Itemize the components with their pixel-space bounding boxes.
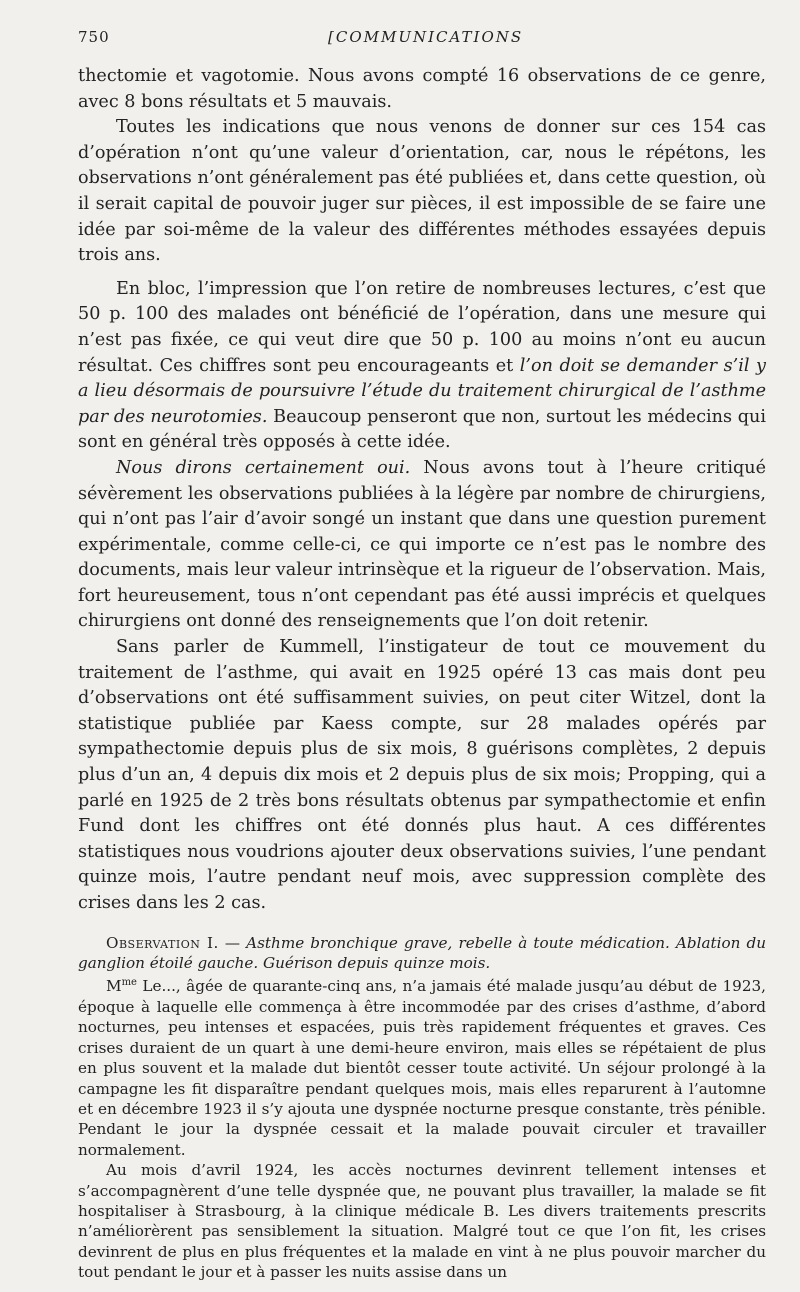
observation-heading	[78, 933, 766, 974]
observation-mme: $M^{me}$	[106, 977, 137, 996]
observation-title: Asthme bronchique grave, rebelle à toute médication. Ablation du ganglion étoilé gauche. Guérison depuis quinze mois.	[78, 933, 767, 972]
observation-section	[78, 933, 766, 1283]
observation-paragraph-1-text: Le..., âgée de quarante-cinq ans, n’a jamais été malade jusqu’au début de 1923, époque à laquelle elle commença à être incommodée par des crises d’asthme, d’abord nocturnes, peu intenses et espacées, puis très rapidement fréquentes et graves. Ces crises duraient de un quart à une demi-heure environ, mais elles se répétaient de plus en plus souvent et la malade dut bientôt cesser toute activité. Un séjour prolongé à la campagne les fit disparaître pendant quelques mois, mais elles reparurent à l’automne et en décembre 1923 il s’y ajouta une dyspnée nocturne presque constante, très pénible. Pendant le jour la dyspnée cessait et la malade pouvait circuler et travailler normalement.	[78, 977, 766, 1159]
page-body	[78, 64, 766, 1283]
paragraph-3-text-a: En bloc, l’impression que l’on retire de nombreuses lectures, c’est que 50 p. 100 des malades ont bénéficié de l’opération, dans une mesure qui n’est pas fixée, ce qui veut dire que 50 p. 100 au moins n’ont eu aucun résultat. Ces chiffres sont peu encourageants et	[78, 278, 766, 376]
page-header	[78, 28, 722, 52]
observation-label: Observation I.	[106, 933, 219, 952]
observation-dash: —	[218, 933, 247, 952]
paragraph-3	[78, 277, 766, 456]
paragraph-1: thectomie et vagotomie. Nous avons compté 16 observations de ce genre, avec 8 bons résultats et 5 mauvais.	[78, 66, 766, 112]
observation-mme-sup: me	[121, 977, 137, 989]
main-text	[78, 64, 766, 917]
observation-paragraph-2: Au mois d’avril 1924, les accès nocturnes devinrent tellement intenses et s’accompagnèrent d’une telle dyspnée que, ne pouvant plus travailler, la malade se fit hospitaliser à Strasbourg, à la clinique médicale B. Les divers traitements prescrits n’améliorèrent pas sensiblement la situation. Malgré tout ce que l’on fit, les crises devinrent de plus en plus fréquentes et la malade en vint à ne plus pouvoir marcher du tout pendant le jour et à passer les nuits assise dans un	[78, 1161, 766, 1282]
paragraph-4	[78, 456, 766, 635]
paragraph-3-italic: l’on doit se demander s’il y a lieu désormais de poursuivre l’étude du traitement chirurgical de l’asthme par des neurotomies.	[78, 355, 766, 427]
running-title: [COMMUNICATIONS	[328, 28, 524, 46]
paragraph-2: Toutes les indications que nous venons de donner sur ces 154 cas d’opération n’ont qu’une valeur d’orientation, car, nous le répétons, les observations n’ont généralement pas été publiées et, dans cette question, où il serait capital de pouvoir juger sur pièces, il est impossible de se faire une idée par soi-même de la valeur des différentes méthodes essayées depuis trois ans.	[78, 117, 766, 266]
paragraph-4-italic: Nous dirons certainement oui.	[116, 457, 411, 478]
observation-paragraph-1	[78, 973, 766, 1160]
paragraph-4-text: Nous avons tout à l’heure critiqué sévèrement les observations publiées à la légère par nombre de chirurgiens, qui n’ont pas l’air d’avoir songé un instant que dans une question purement expérimentale, comme celle-ci, ce qui importe ce n’est pas le nombre des documents, mais leur valeur intrinsèque et la rigueur de l’observation. Mais, fort heureusement, tous n’ont cependant pas été aussi imprécis et quelques chirurgiens ont donné des renseignements que l’on doit retenir.	[78, 457, 766, 632]
paragraph-3-text-b: Beaucoup penseront que non, surtout les médecins qui sont en général très opposés à cette idée.	[78, 406, 766, 453]
page-number: 750	[78, 28, 110, 46]
paragraph-5: Sans parler de Kummell, l’instigateur de tout ce mouvement du traitement de l’asthme, qui avait en 1925 opéré 13 cas mais dont peu d’observations ont été suffisamment suivies, on peut citer Witzel, dont la statistique publiée par Kaess compte, sur 28 malades opérés par sympathectomie depuis plus de six mois, 8 guérisons complètes, 2 depuis plus d’un an, 4 depuis dix mois et 2 depuis plus de six mois; Propping, qui a parlé en 1925 de 2 très bons résultats obtenus par sympathectomie et enfin Fund dont les chiffres ont été donnés plus haut. A ces différentes statistiques nous voudrions ajouter deux observations suivies, l’une pendant quinze mois, l’autre pendant neuf mois, avec suppression complète des crises dans les 2 cas.	[78, 637, 766, 913]
